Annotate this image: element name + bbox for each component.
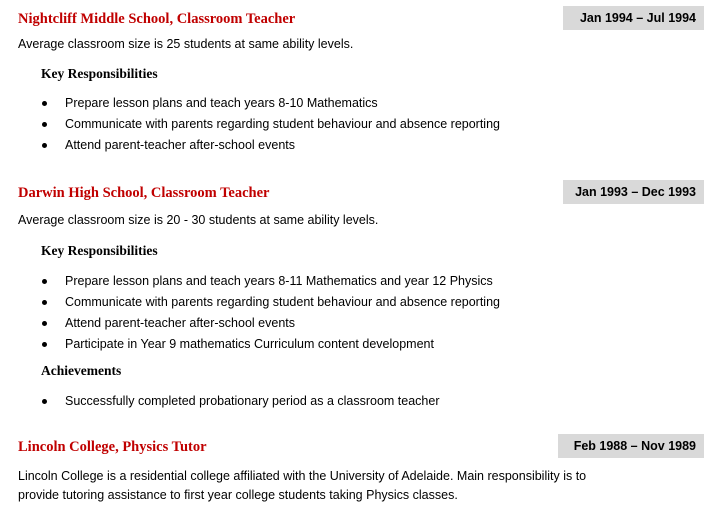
job-dates: Feb 1988 – Nov 1989 (558, 434, 704, 458)
list-item: Attend parent-teacher after-school events (0, 135, 500, 156)
job-summary: Average classroom size is 25 students at same ability levels. (18, 37, 354, 51)
job-header (0, 6, 707, 30)
bullet-icon (42, 300, 47, 305)
job-header (0, 434, 707, 458)
job-lincoln (0, 434, 707, 502)
job-darwin (0, 180, 707, 408)
job-nightcliff (0, 6, 707, 152)
job-summary: Average classroom size is 20 - 30 students at same ability levels. (18, 213, 379, 227)
bullet-icon (42, 143, 47, 148)
bullet-icon (42, 342, 47, 347)
responsibilities-heading: Key Responsibilities (41, 243, 158, 258)
list-item: Prepare lesson plans and teach years 8-10 Mathematics (0, 93, 500, 114)
bullet-icon (42, 321, 47, 326)
responsibilities-list (0, 271, 500, 355)
list-item: Communicate with parents regarding student behaviour and absence reporting (0, 292, 500, 313)
responsibilities-heading: Key Responsibilities (41, 66, 158, 81)
job-dates: Jan 1994 – Jul 1994 (563, 6, 704, 30)
list-item: Communicate with parents regarding student behaviour and absence reporting (0, 114, 500, 135)
bullet-icon (42, 399, 47, 404)
responsibilities-list (0, 93, 500, 156)
list-item: Participate in Year 9 mathematics Curriculum content development (0, 334, 500, 355)
list-item: Attend parent-teacher after-school events (0, 313, 500, 334)
achievements-heading: Achievements (41, 363, 122, 378)
list-item: Prepare lesson plans and teach years 8-11 Mathematics and year 12 Physics (0, 271, 500, 292)
summary-line: provide tutoring assistance to first year college students taking Physics classes. (18, 488, 458, 502)
job-title: Lincoln College, Physics Tutor (18, 439, 207, 455)
job-header (0, 180, 707, 204)
job-dates: Jan 1993 – Dec 1993 (563, 180, 704, 204)
job-summary (18, 467, 586, 505)
job-title: Nightcliff Middle School, Classroom Teacher (18, 11, 296, 27)
job-title: Darwin High School, Classroom Teacher (18, 185, 270, 201)
bullet-icon (42, 279, 47, 284)
summary-line: Lincoln College is a residential college affiliated with the University of Adelaide. Main responsibility is to (18, 469, 587, 483)
bullet-icon (42, 122, 47, 127)
achievements-list (0, 391, 440, 412)
bullet-icon (42, 101, 47, 106)
list-item: Successfully completed probationary period as a classroom teacher (0, 391, 440, 412)
